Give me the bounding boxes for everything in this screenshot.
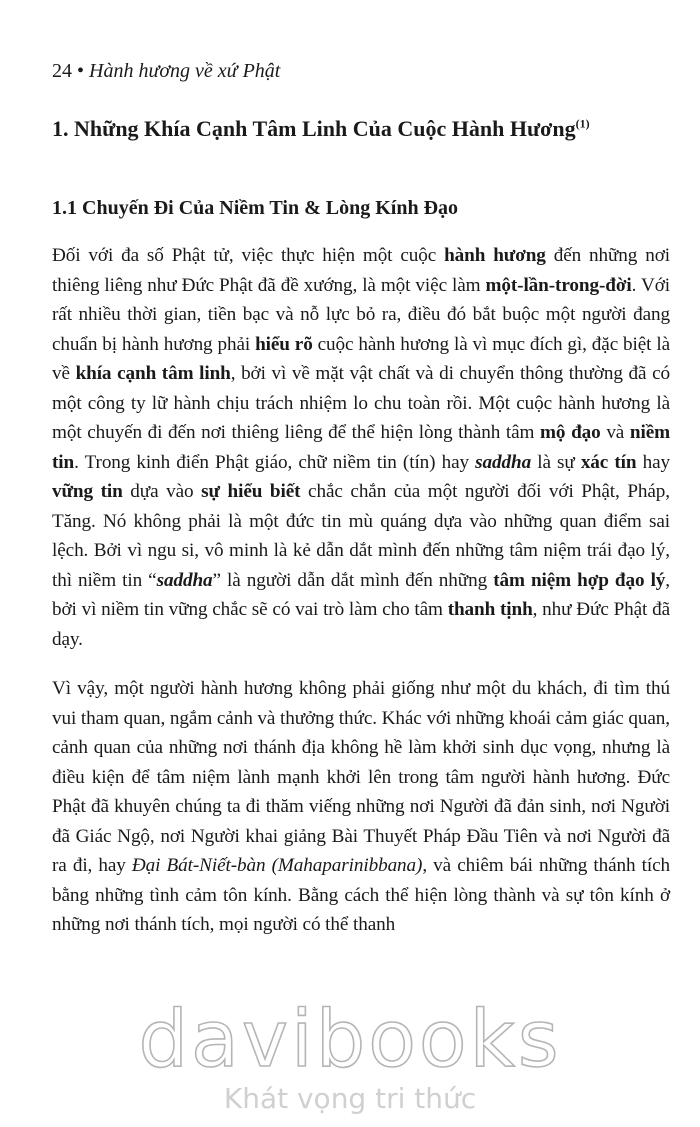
bold-italic-text-run: saddha bbox=[475, 451, 532, 473]
page-number: 24 bbox=[52, 60, 72, 82]
bold-text-run: hiểu rõ bbox=[255, 333, 313, 355]
paragraph bbox=[52, 241, 670, 654]
bold-text-run: niềm tin bbox=[52, 422, 670, 473]
text-run: , như Đức Phật đã dạy. bbox=[52, 599, 670, 650]
running-header bbox=[52, 58, 670, 84]
text-run: , bởi vì về mặt vật chất và di chuyển thông thường đã có một công ty lữ hành chịu trách nhiệm lo chu toàn rồi. Một cuộc hành hương là một chuyến đi đến nơi thiêng liêng để thể hiện lòng thành tâm bbox=[52, 363, 670, 443]
text-run: ” là người dẫn dắt mình đến những bbox=[212, 569, 494, 591]
bold-italic-text-run: saddha bbox=[156, 569, 213, 591]
bold-text-run: thanh tịnh bbox=[447, 599, 533, 620]
chapter-title-text: 1. Những Khía Cạnh Tâm Linh Của Cuộc Hành Hương bbox=[52, 116, 576, 141]
text-run: dựa vào bbox=[122, 481, 202, 502]
bold-text-run: hành hương bbox=[444, 245, 546, 266]
text-run: . Trong kinh điển Phật giáo, chữ niềm tin (tín) hay bbox=[74, 451, 476, 473]
text-run: chắc chắn của một người đối với Phật, Pháp, Tăng. Nó không phải là một đức tin mù quáng dựa vào những quan điểm sai lệch. Bởi vì ngu si, vô minh là kẻ dẫn dắt mình đến những tâm niệm trái đạo lý, thì niềm tin “ bbox=[52, 481, 670, 591]
text-run: . Với rất nhiều thời gian, tiền bạc và nỗ lực bỏ ra, điều đó bắt buộc một người đang chuẩn bị hành hương phải bbox=[52, 274, 670, 355]
chapter-title bbox=[52, 114, 670, 144]
watermark-brand: davibooks bbox=[138, 995, 562, 1085]
text-run: là sự bbox=[531, 451, 581, 473]
text-run: đến những nơi thiêng liêng như Đức Phật đã đề xướng, là một việc làm bbox=[52, 245, 670, 296]
section-title: 1.1 Chuyến Đi Của Niềm Tin & Lòng Kính Đạo bbox=[52, 197, 459, 219]
bold-text-run: sự hiểu biết bbox=[201, 481, 301, 502]
text-run: cuộc hành hương là vì mục đích gì, đặc biệt là về bbox=[52, 333, 670, 384]
header-separator: • bbox=[77, 60, 85, 82]
text-run: hay bbox=[636, 451, 670, 473]
text-run: Đối với đa số Phật tử, việc thực hiện một cuộc bbox=[52, 245, 445, 266]
book-page bbox=[52, 58, 670, 940]
bold-text-run: vững tin bbox=[52, 481, 123, 502]
bold-text-run: một-lần-trong-đời bbox=[485, 274, 632, 296]
text-run: và bbox=[600, 422, 630, 443]
text-run: Vì vậy, một người hành hương không phải giống như một du khách, đi tìm thú vui tham quan, ngắm cảnh và thưởng thức. Khác với những khoái cảm giác quan, cảnh quan của những nơi thánh địa không hề làm khởi sinh dục vọng, nhưng là điều kiện để tâm niệm lành mạnh khởi lên trong tâm người hành hương. Đức Phật đã khuyên chúng ta đi thăm viếng những nơi Người đã đản sinh, nơi Người đã Giác Ngộ, nơi Người khai giảng Bài Thuyết Pháp Đầu Tiên và nơi Người đã ra đi, hay bbox=[52, 678, 670, 876]
text-run: , bởi vì niềm tin vững chắc sẽ có vai trò làm cho tâm bbox=[52, 569, 670, 620]
italic-text-run: Đại Bát-Niết-bàn (Mahaparinibbana) bbox=[131, 855, 423, 876]
watermark-slogan: Khát vọng tri thức bbox=[223, 1082, 477, 1115]
bold-text-run: mộ đạo bbox=[540, 422, 601, 443]
footnote-mark: (1) bbox=[575, 116, 590, 131]
paragraph bbox=[52, 674, 670, 940]
bold-text-run: khía cạnh tâm linh bbox=[75, 363, 231, 384]
text-run: , và chiêm bái những thánh tích bằng những tình cảm tôn kính. Bằng cách thể hiện lòng thành và sự tôn kính ở những nơi thánh tích, mọi người có thể thanh bbox=[52, 855, 670, 935]
bold-text-run: xác tín bbox=[580, 451, 637, 473]
bold-text-run: tâm niệm hợp đạo lý bbox=[493, 569, 666, 591]
book-title: Hành hương về xứ Phật bbox=[89, 60, 281, 82]
